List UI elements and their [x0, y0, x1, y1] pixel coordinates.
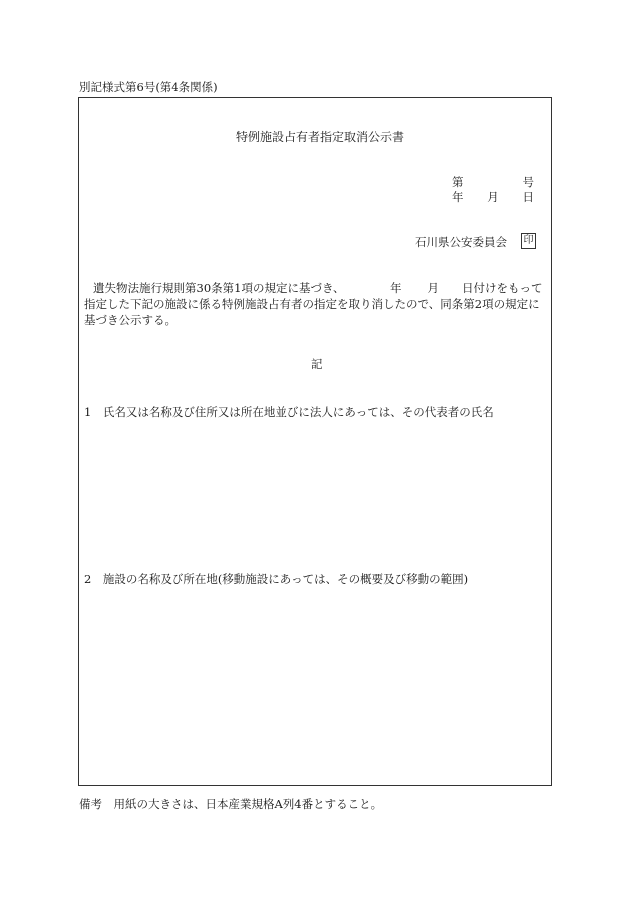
item-1-name-address: 1 氏名又は名称及び住所又は所在地並びに法人にあっては、その代表者の氏名: [84, 405, 494, 419]
date-day-label: 日: [522, 190, 534, 204]
number-dai-label: 第: [452, 175, 464, 189]
ki-heading: 記: [311, 357, 323, 371]
body-date-suffix: 日付けをもって: [462, 281, 543, 295]
body-line-3: 基づき公示する。: [84, 313, 176, 327]
body-month-label: 月: [427, 281, 439, 295]
form-number-header: 別記様式第6号(第4条関係): [79, 80, 218, 94]
remarks-note: 備考 用紙の大きさは、日本産業規格A列4番とすること。: [79, 797, 383, 811]
date-month-label: 月: [487, 190, 499, 204]
body-line-1-start: 遺失物法施行規則第30条第1項の規定に基づき、: [93, 281, 345, 295]
seal-mark: 印: [521, 233, 536, 249]
document-title: 特例施設占有者指定取消公示書: [236, 130, 405, 144]
body-line-2: 指定した下記の施設に係る特例施設占有者の指定を取り消したので、同条第2項の規定に: [84, 297, 540, 311]
body-year-label: 年: [390, 281, 402, 295]
number-go-label: 号: [522, 175, 534, 189]
date-year-label: 年: [452, 190, 464, 204]
document-number-line: [452, 175, 534, 190]
issuer-name: 石川県公安委員会: [415, 235, 507, 249]
body-line-1-date: [390, 281, 543, 296]
item-2-facility: 2 施設の名称及び所在地(移動施設にあっては、その概要及び移動の範囲): [84, 572, 469, 586]
document-date-line: [452, 190, 534, 205]
